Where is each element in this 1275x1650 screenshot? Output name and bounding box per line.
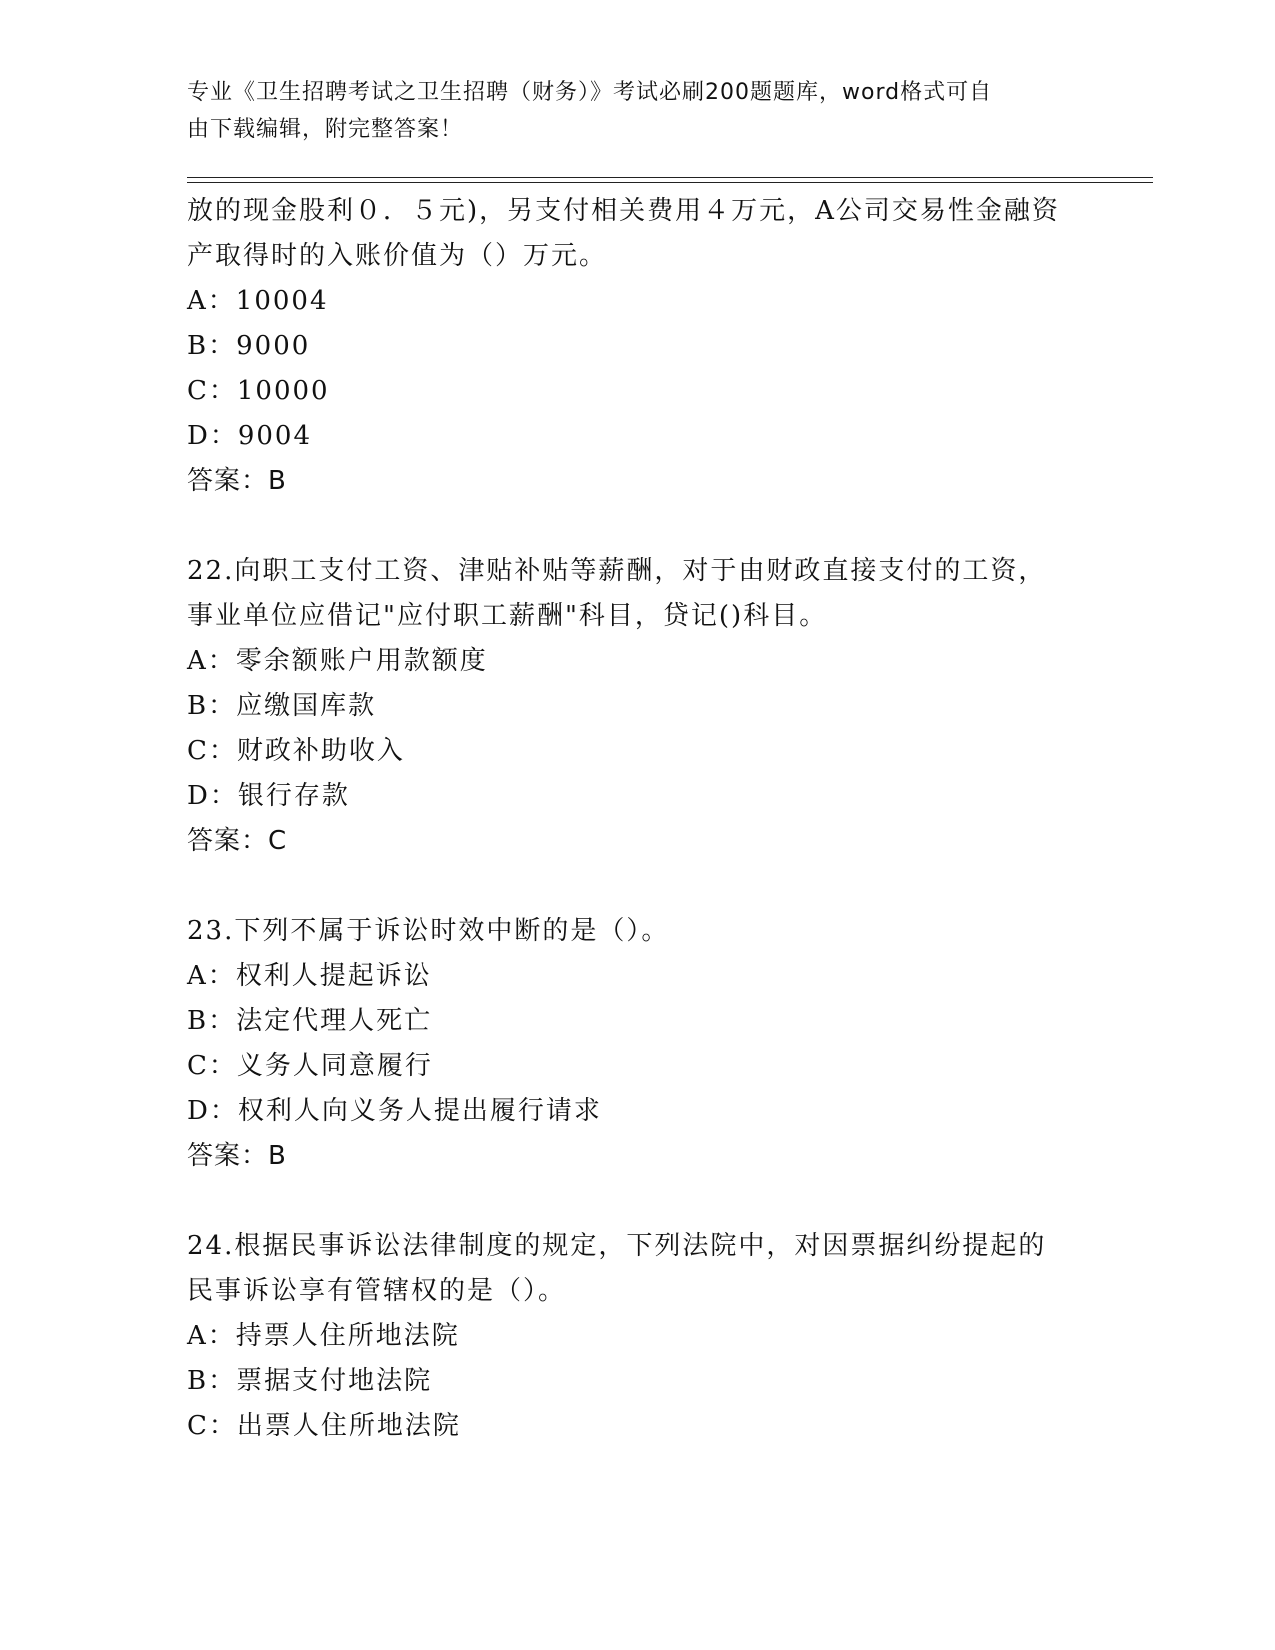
option-c: C：出票人住所地法院 — [187, 1411, 461, 1441]
option-a: A：零余额账户用款额度 — [187, 646, 488, 676]
question-stem: 24.根据民事诉讼法律制度的规定，下列法院中，对因票据纠纷提起的 — [187, 1231, 1047, 1261]
question-23 — [187, 909, 1153, 1179]
option-c: C：义务人同意履行 — [187, 1051, 433, 1081]
question-stem: 产取得时的入账价值为（）万元。 — [187, 241, 608, 271]
question-21-continued — [187, 189, 1153, 504]
question-24 — [187, 1224, 1153, 1449]
question-stem: 22.向职工支付工资、津贴补贴等薪酬，对于由财政直接支付的工资， — [187, 556, 1047, 586]
spacer — [187, 1179, 1153, 1224]
option-c: C：财政补助收入 — [187, 736, 405, 766]
option-a: A：持票人住所地法院 — [187, 1321, 460, 1351]
option-d: D：9004 — [187, 421, 313, 451]
header-divider-bottom — [187, 182, 1153, 183]
option-d: D：权利人向义务人提出履行请求 — [187, 1096, 602, 1126]
header-line-1: 专业《卫生招聘考试之卫生招聘（财务）》考试必刷200题题库，word格式可自 — [187, 80, 993, 105]
option-d: D：银行存款 — [187, 781, 350, 811]
answer-line: 答案：B — [187, 1141, 287, 1171]
question-stem: 民事诉讼享有管辖权的是（）。 — [187, 1276, 567, 1306]
question-stem: 事业单位应借记"应付职工薪酬"科目，贷记()科目。 — [187, 601, 828, 631]
option-b: B：票据支付地法院 — [187, 1366, 433, 1396]
option-b: B：法定代理人死亡 — [187, 1006, 433, 1036]
question-list — [187, 189, 1153, 1449]
answer-line: 答案：C — [187, 826, 288, 856]
option-b: B：应缴国库款 — [187, 691, 377, 721]
question-stem: 放的现金股利０．５元)，另支付相关费用４万元，A公司交易性金融资 — [187, 196, 1060, 226]
header-divider-top — [187, 177, 1153, 178]
option-a: A：10004 — [187, 286, 329, 316]
answer-line: 答案：B — [187, 466, 287, 496]
question-stem: 23.下列不属于诉讼时效中断的是（）。 — [187, 916, 670, 946]
document-header — [187, 74, 1067, 148]
question-22 — [187, 549, 1153, 864]
option-c: C：10000 — [187, 376, 330, 406]
header-line-2: 由下载编辑，附完整答案！ — [187, 117, 464, 142]
spacer — [187, 504, 1153, 549]
option-b: B：9000 — [187, 331, 311, 361]
spacer — [187, 864, 1153, 909]
option-a: A：权利人提起诉讼 — [187, 961, 432, 991]
